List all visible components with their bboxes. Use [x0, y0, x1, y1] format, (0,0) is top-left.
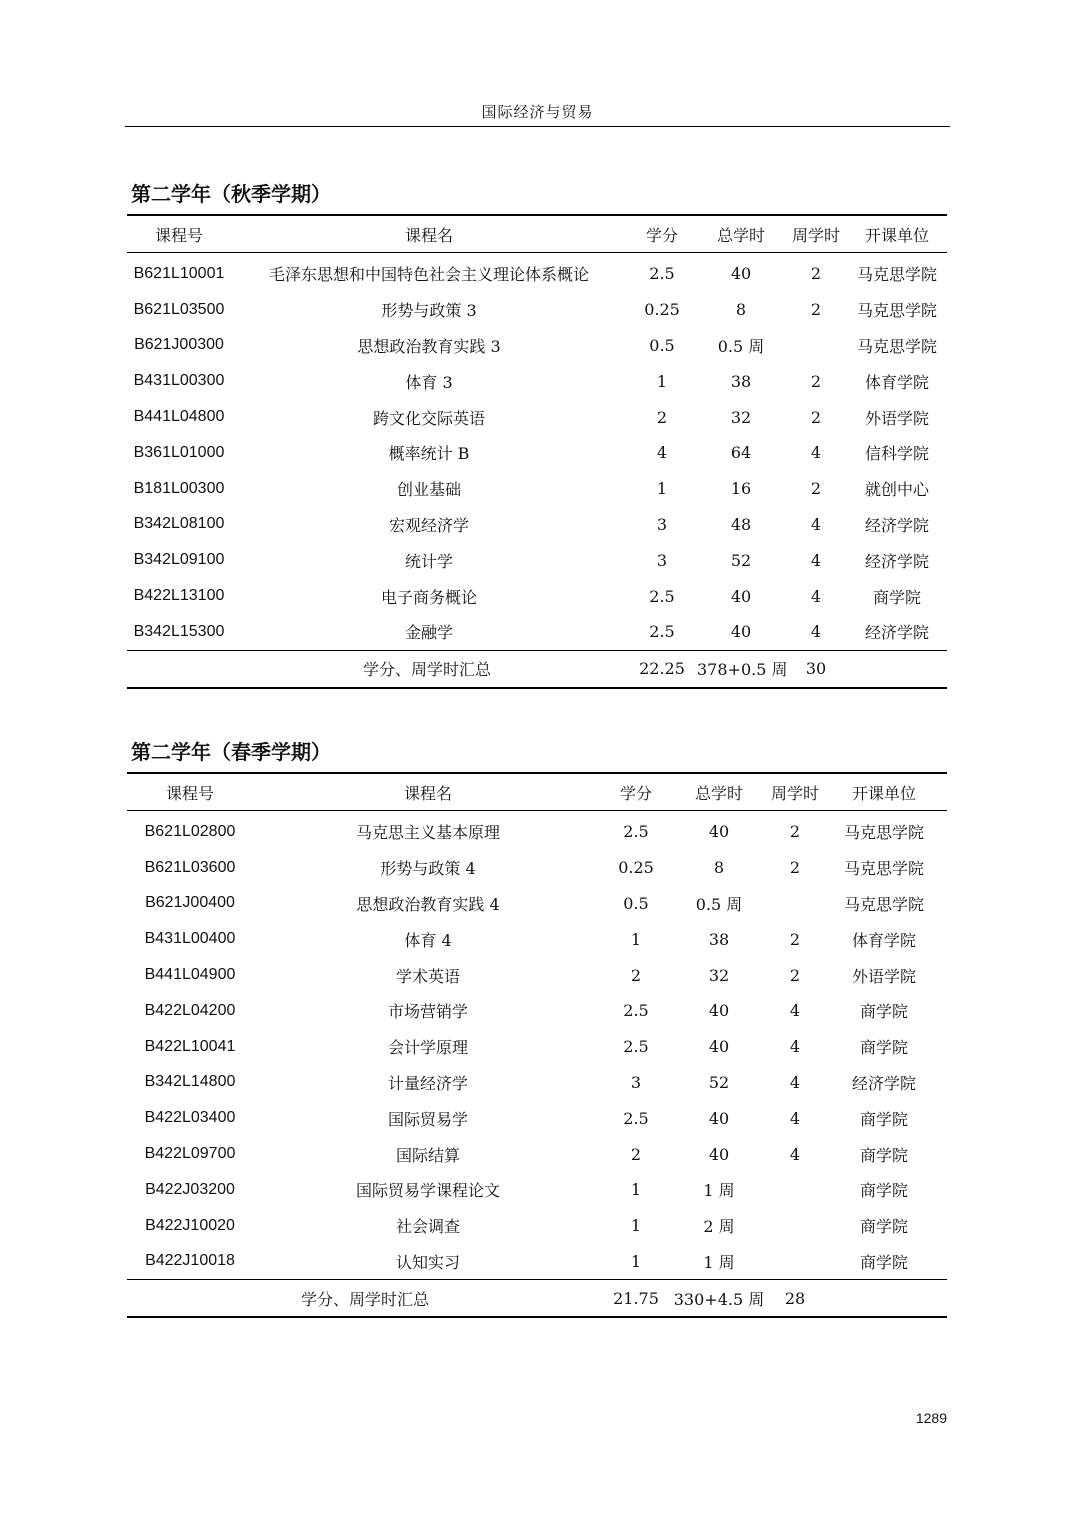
cell-weekly-hours: 4: [789, 1072, 801, 1092]
summary-empty: [821, 1280, 947, 1318]
cell-credits: 3: [656, 514, 668, 534]
cell-credits: 2: [656, 407, 668, 427]
cell-weekly-hours: 4: [810, 550, 822, 570]
table-row: [127, 957, 947, 993]
cell-credits: 1: [656, 479, 668, 499]
cell-total-hours: 38: [730, 371, 752, 391]
header-total-hours: 总学时: [697, 215, 785, 253]
table-row: [127, 1065, 947, 1101]
cell-course-code: B621L02800: [144, 822, 236, 840]
cell-department: 马克思学院: [856, 265, 937, 285]
cell-course-name: 金融学: [404, 623, 453, 643]
cell-credits: 4: [656, 443, 668, 463]
cell-weekly-hours: 2: [810, 479, 822, 499]
table-row: [127, 1208, 947, 1244]
cell-credits: 2.5: [649, 586, 675, 606]
cell-department: 商学院: [859, 1217, 908, 1237]
summary-label: 学分、周学时汇总: [127, 1280, 603, 1318]
cell-credits: 2.5: [649, 622, 675, 642]
table-row: [127, 1029, 947, 1065]
cell-total-hours: 0.5 周: [695, 894, 743, 914]
cell-course-name: 创业基础: [396, 480, 461, 500]
cell-credits: 0.25: [618, 858, 654, 878]
table-row: [127, 614, 947, 650]
cell-total-hours: 1 周: [703, 1181, 735, 1201]
cell-weekly-hours: 4: [810, 622, 822, 642]
spring-semester-title: 第二学年（春季学期）: [131, 740, 331, 764]
cell-course-name: 计量经济学: [387, 1073, 468, 1093]
cell-credits: 2.5: [623, 1037, 649, 1057]
cell-department: 商学院: [872, 587, 921, 607]
cell-credits: 1: [630, 929, 642, 949]
cell-course-code: B361L01000: [133, 443, 225, 461]
cell-course-name: 形势与政策 3: [381, 301, 477, 321]
cell-course-name: 形势与政策 4: [380, 859, 476, 879]
cell-total-hours: 8: [735, 300, 747, 320]
cell-course-name: 学术英语: [395, 966, 460, 986]
cell-department: 经济学院: [851, 1073, 916, 1093]
cell-course-code: B342L14800: [144, 1073, 236, 1091]
cell-department: 商学院: [859, 1109, 908, 1129]
cell-weekly-hours: 2: [789, 929, 801, 949]
cell-course-code: B422L10041: [144, 1037, 236, 1055]
table-row: [127, 1136, 947, 1172]
table-row: [127, 578, 947, 614]
cell-weekly-hours: 2: [810, 300, 822, 320]
summary-total-hours: 330+4.5 周: [669, 1280, 769, 1318]
cell-course-code: B422L03400: [144, 1109, 236, 1127]
spring-course-table: [127, 772, 947, 1318]
table-row: [127, 399, 947, 435]
cell-weekly-hours: 4: [789, 1001, 801, 1021]
cell-weekly-hours: 4: [789, 1037, 801, 1057]
table-row: [127, 363, 947, 399]
cell-department: 经济学院: [864, 551, 929, 571]
cell-department: 体育学院: [864, 372, 929, 392]
cell-department: 体育学院: [851, 930, 916, 950]
cell-course-code: B621J00300: [134, 336, 224, 354]
cell-course-code: B342L15300: [133, 622, 225, 640]
header-course-name: 课程名: [253, 773, 603, 811]
table-row: [127, 886, 947, 922]
cell-course-name: 马克思主义基本原理: [355, 823, 500, 843]
cell-department: 外语学院: [851, 966, 916, 986]
table-row: [127, 435, 947, 471]
cell-credits: 2: [630, 965, 642, 985]
cell-weekly-hours: 4: [810, 443, 822, 463]
cell-total-hours: 38: [708, 929, 730, 949]
autumn-table-body: [127, 253, 947, 651]
cell-total-hours: 40: [708, 822, 730, 842]
cell-credits: 3: [656, 550, 668, 570]
cell-total-hours: 40: [708, 1144, 730, 1164]
cell-weekly-hours: 2: [810, 371, 822, 391]
cell-weekly-hours: [769, 1172, 821, 1208]
cell-total-hours: 16: [730, 479, 752, 499]
cell-course-name: 体育 3: [405, 372, 453, 392]
summary-credits: 21.75: [603, 1280, 669, 1318]
cell-department: 信科学院: [864, 444, 929, 464]
cell-credits: 2.5: [623, 822, 649, 842]
cell-department: 马克思学院: [843, 823, 924, 843]
cell-weekly-hours: 4: [789, 1108, 801, 1128]
cell-weekly-hours: 4: [789, 1144, 801, 1164]
cell-course-code: B181L00300: [133, 479, 225, 497]
cell-course-name: 电子商务概论: [380, 587, 477, 607]
cell-credits: 1: [630, 1251, 642, 1271]
cell-credits: 2.5: [623, 1108, 649, 1128]
table-row: [127, 471, 947, 507]
header-course-code: 课程号: [127, 215, 231, 253]
cell-total-hours: 0.5 周: [717, 336, 765, 356]
cell-department: 就创中心: [864, 480, 929, 500]
summary-total-hours: 378+0.5 周: [697, 650, 785, 688]
summary-weekly-hours: 30: [785, 650, 847, 688]
cell-total-hours: 1 周: [703, 1252, 735, 1272]
table-header-row: [127, 215, 947, 253]
cell-course-name: 会计学原理: [387, 1038, 468, 1058]
cell-course-code: B441L04800: [133, 408, 225, 426]
cell-course-code: B441L04900: [144, 966, 236, 984]
summary-weekly-hours: 28: [769, 1280, 821, 1318]
cell-course-name: 毛泽东思想和中国特色社会主义理论体系概论: [268, 265, 589, 285]
header-weekly-hours: 周学时: [769, 773, 821, 811]
table-row: [127, 921, 947, 957]
header-credits: 学分: [627, 215, 697, 253]
cell-credits: 0.5: [649, 335, 675, 355]
cell-total-hours: 40: [730, 586, 752, 606]
cell-total-hours: 8: [713, 858, 725, 878]
table-row: [127, 1172, 947, 1208]
table-row: [127, 292, 947, 328]
cell-course-code: B422J10018: [145, 1252, 235, 1270]
cell-credits: 0.25: [644, 300, 680, 320]
cell-credits: 1: [656, 371, 668, 391]
cell-course-code: B621L03500: [133, 300, 225, 318]
cell-course-name: 概率统计 B: [388, 444, 470, 464]
cell-course-name: 思想政治教育实践 4: [356, 894, 500, 914]
cell-weekly-hours: [769, 1244, 821, 1280]
cell-total-hours: 40: [708, 1108, 730, 1128]
cell-total-hours: 40: [730, 264, 752, 284]
cell-department: 商学院: [859, 1038, 908, 1058]
cell-course-name: 统计学: [404, 551, 453, 571]
header-weekly-hours: 周学时: [785, 215, 847, 253]
cell-department: 商学院: [859, 1145, 908, 1165]
cell-total-hours: 40: [730, 622, 752, 642]
cell-course-code: B621L03600: [144, 858, 236, 876]
cell-course-name: 宏观经济学: [388, 515, 469, 535]
cell-course-code: B342L08100: [133, 515, 225, 533]
cell-course-name: 认知实习: [395, 1252, 460, 1272]
cell-weekly-hours: [769, 1208, 821, 1244]
summary-label: 学分、周学时汇总: [127, 650, 627, 688]
header-total-hours: 总学时: [669, 773, 769, 811]
page-number: 1289: [915, 1410, 947, 1426]
cell-weekly-hours: [785, 328, 847, 364]
table-row: [127, 328, 947, 364]
cell-credits: 0.5: [623, 893, 649, 913]
cell-course-name: 国际贸易学课程论文: [355, 1181, 500, 1201]
page-header: 国际经济与贸易: [125, 100, 950, 127]
cell-course-code: B422L13100: [133, 587, 225, 605]
cell-course-code: B422L04200: [144, 1001, 236, 1019]
cell-weekly-hours: 2: [810, 407, 822, 427]
spring-table-body: [127, 811, 947, 1280]
autumn-course-table: [127, 214, 947, 689]
cell-credits: 2.5: [623, 1001, 649, 1021]
cell-department: 马克思学院: [856, 301, 937, 321]
cell-total-hours: 52: [730, 550, 752, 570]
cell-course-code: B422J03200: [145, 1180, 235, 1198]
table-row: [127, 993, 947, 1029]
header-credits: 学分: [603, 773, 669, 811]
cell-department: 外语学院: [864, 408, 929, 428]
cell-total-hours: 40: [708, 1037, 730, 1057]
summary-empty: [847, 650, 947, 688]
cell-total-hours: 64: [730, 443, 752, 463]
cell-course-code: B422J10020: [145, 1216, 235, 1234]
cell-weekly-hours: [769, 886, 821, 922]
cell-credits: 1: [630, 1216, 642, 1236]
cell-course-code: B621J00400: [145, 894, 235, 912]
cell-weekly-hours: 2: [789, 858, 801, 878]
cell-department: 商学院: [859, 1252, 908, 1272]
cell-weekly-hours: 4: [810, 514, 822, 534]
header-department: 开课单位: [847, 215, 947, 253]
cell-department: 商学院: [859, 1181, 908, 1201]
cell-department: 马克思学院: [843, 859, 924, 879]
cell-weekly-hours: 2: [810, 264, 822, 284]
cell-department: 马克思学院: [843, 894, 924, 914]
cell-course-code: B431L00300: [133, 372, 225, 390]
cell-weekly-hours: 2: [789, 822, 801, 842]
cell-credits: 2: [630, 1144, 642, 1164]
table-row: [127, 253, 947, 292]
autumn-semester-title: 第二学年（秋季学期）: [131, 182, 331, 206]
cell-weekly-hours: 2: [789, 965, 801, 985]
cell-course-code: B422L09700: [144, 1145, 236, 1163]
summary-credits: 22.25: [627, 650, 697, 688]
header-course-name: 课程名: [231, 215, 627, 253]
header-department: 开课单位: [821, 773, 947, 811]
table-row: [127, 811, 947, 850]
cell-department: 马克思学院: [856, 336, 937, 356]
table-header-row: [127, 773, 947, 811]
table-row: [127, 542, 947, 578]
cell-department: 商学院: [859, 1002, 908, 1022]
cell-course-name: 市场营销学: [387, 1002, 468, 1022]
cell-course-code: B342L09100: [133, 551, 225, 569]
cell-total-hours: 32: [708, 965, 730, 985]
cell-course-name: 跨文化交际英语: [372, 408, 485, 428]
table-row: [127, 1100, 947, 1136]
cell-course-name: 国际结算: [395, 1145, 460, 1165]
cell-total-hours: 2 周: [703, 1217, 735, 1237]
cell-weekly-hours: 4: [810, 586, 822, 606]
cell-credits: 3: [630, 1072, 642, 1092]
cell-course-name: 体育 4: [404, 930, 452, 950]
cell-course-name: 国际贸易学: [387, 1109, 468, 1129]
cell-credits: 2.5: [649, 264, 675, 284]
cell-department: 经济学院: [864, 623, 929, 643]
cell-course-code: B431L00400: [144, 930, 236, 948]
cell-credits: 1: [630, 1180, 642, 1200]
cell-department: 经济学院: [864, 515, 929, 535]
cell-total-hours: 48: [730, 514, 752, 534]
cell-total-hours: 32: [730, 407, 752, 427]
header-course-code: 课程号: [127, 773, 253, 811]
summary-row: [127, 650, 947, 688]
cell-course-name: 思想政治教育实践 3: [357, 336, 501, 356]
summary-row: [127, 1280, 947, 1318]
table-row: [127, 850, 947, 886]
cell-total-hours: 52: [708, 1072, 730, 1092]
table-row: [127, 507, 947, 543]
cell-course-code: B621L10001: [133, 264, 225, 282]
cell-course-name: 社会调查: [395, 1217, 460, 1237]
cell-total-hours: 40: [708, 1001, 730, 1021]
table-row: [127, 1244, 947, 1280]
